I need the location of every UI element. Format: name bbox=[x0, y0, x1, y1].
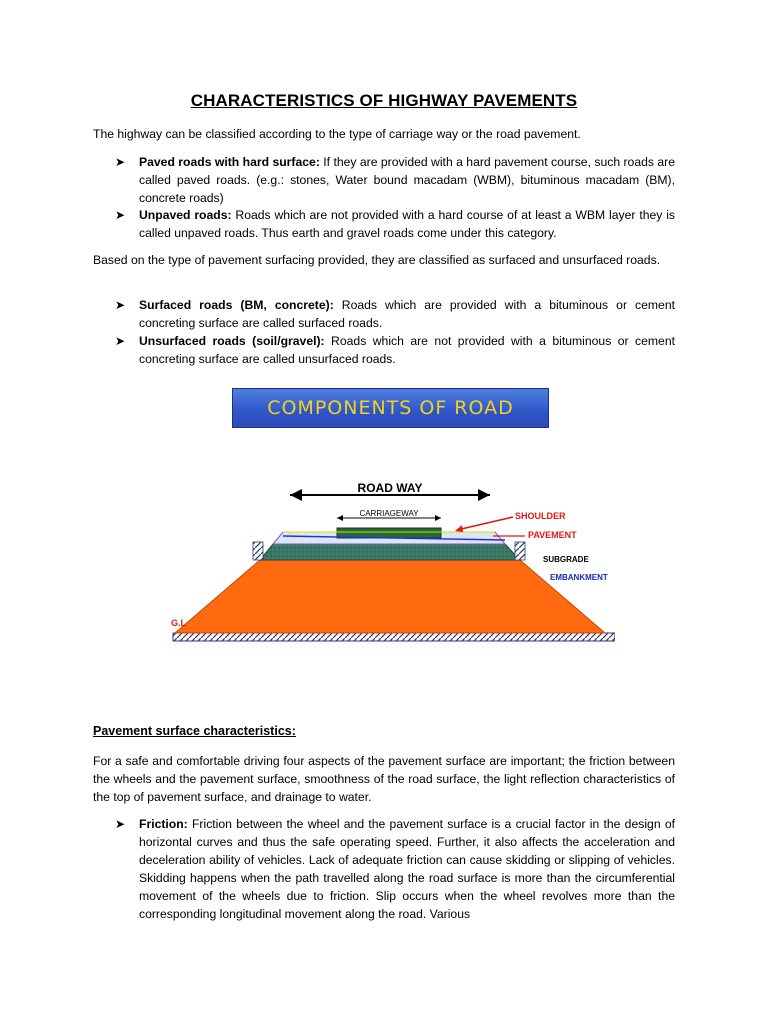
embankment-label: EMBANKMENT bbox=[550, 573, 608, 582]
list-item-term: Friction: bbox=[139, 817, 188, 831]
list-item-text: Roads which are provided with a bituminous or cement concreting surface are called surfaced roads. bbox=[139, 298, 675, 330]
surface-characteristics-paragraph: For a safe and comfortable driving four aspects of the pavement surface are important; the friction between the wheels and the pavement surface, smoothness of the road surface, the light reflection characteristics of the top of pavement surface, and drainage to water. bbox=[93, 754, 675, 804]
arrow-bullet-icon: ➤ bbox=[115, 208, 126, 222]
pavement-layer bbox=[337, 528, 441, 538]
list-item-text: Roads which are not provided with a bituminous or cement concreting surface are called unsurfaced roads. bbox=[139, 334, 675, 366]
list-item bbox=[115, 815, 675, 923]
classification-paragraph: Based on the type of pavement surfacing provided, they are classified as surfaced and unsurfaced roads. bbox=[93, 253, 661, 267]
list-item-term: Paved roads with hard surface: bbox=[139, 155, 320, 169]
roadway-label: ROAD WAY bbox=[357, 481, 423, 495]
section-heading: Pavement surface characteristics: bbox=[93, 724, 296, 738]
figure-banner-title: COMPONENTS OF ROAD bbox=[267, 397, 514, 419]
list-item-text: Roads which are not provided with a hard course of at least a WBM layer they is called unpaved roads. Thus earth and gravel roads come under this category. bbox=[139, 208, 676, 240]
right-side-slope bbox=[515, 542, 525, 560]
pavement-label: PAVEMENT bbox=[528, 530, 577, 540]
subgrade-label: SUBGRADE bbox=[543, 555, 589, 564]
arrow-right-icon bbox=[478, 489, 490, 501]
subgrade-layer bbox=[260, 544, 520, 560]
arrow-bullet-icon: ➤ bbox=[115, 334, 126, 348]
list-item-text: If they are provided with a hard pavement course, such roads are called paved roads. (e.g.: stones, Water bound macadam (WBM), bituminous macadam (BM), concrete roads) bbox=[139, 155, 675, 205]
figure-banner bbox=[232, 388, 549, 428]
ground-level-label: G.L bbox=[171, 618, 186, 628]
road-cross-section-diagram bbox=[165, 470, 615, 650]
list-item bbox=[115, 296, 675, 332]
left-side-slope bbox=[253, 542, 263, 560]
page-title: CHARACTERISTICS OF HIGHWAY PAVEMENTS bbox=[190, 91, 578, 110]
list-item-term: Surfaced roads (BM, concrete): bbox=[139, 298, 334, 312]
arrow-bullet-icon: ➤ bbox=[115, 298, 126, 312]
shoulder-label: SHOULDER bbox=[515, 511, 566, 521]
list-item-text: Friction between the wheel and the pavement surface is a crucial factor in the design of horizontal curves and thus the safe operating speed. Further, it also affects the acceleration and deceleration ability of vehicles. Lack of adequate friction can cause skidding or slipping of vehicles. Skidding happens when the path travelled along the road surface is more than the circumferential movement of the wheels due to friction. Slip occurs when the wheel revolves more than the corresponding longitudinal movement along the road. Various bbox=[139, 817, 675, 921]
list-item-term: Unpaved roads: bbox=[139, 208, 232, 222]
list-item bbox=[115, 153, 675, 207]
embankment-layer bbox=[175, 560, 605, 633]
list-item bbox=[115, 206, 675, 242]
arrow-bullet-icon: ➤ bbox=[115, 155, 126, 169]
carriageway-label: CARRIAGEWAY bbox=[359, 509, 419, 518]
list-item bbox=[115, 332, 675, 368]
arrow-left-icon bbox=[290, 489, 302, 501]
arrow-bullet-icon: ➤ bbox=[115, 817, 126, 831]
list-item-term: Unsurfaced roads (soil/gravel): bbox=[139, 334, 325, 348]
ground-line bbox=[173, 633, 615, 641]
intro-paragraph: The highway can be classified according to the type of carriage way or the road pavement. bbox=[93, 127, 581, 141]
